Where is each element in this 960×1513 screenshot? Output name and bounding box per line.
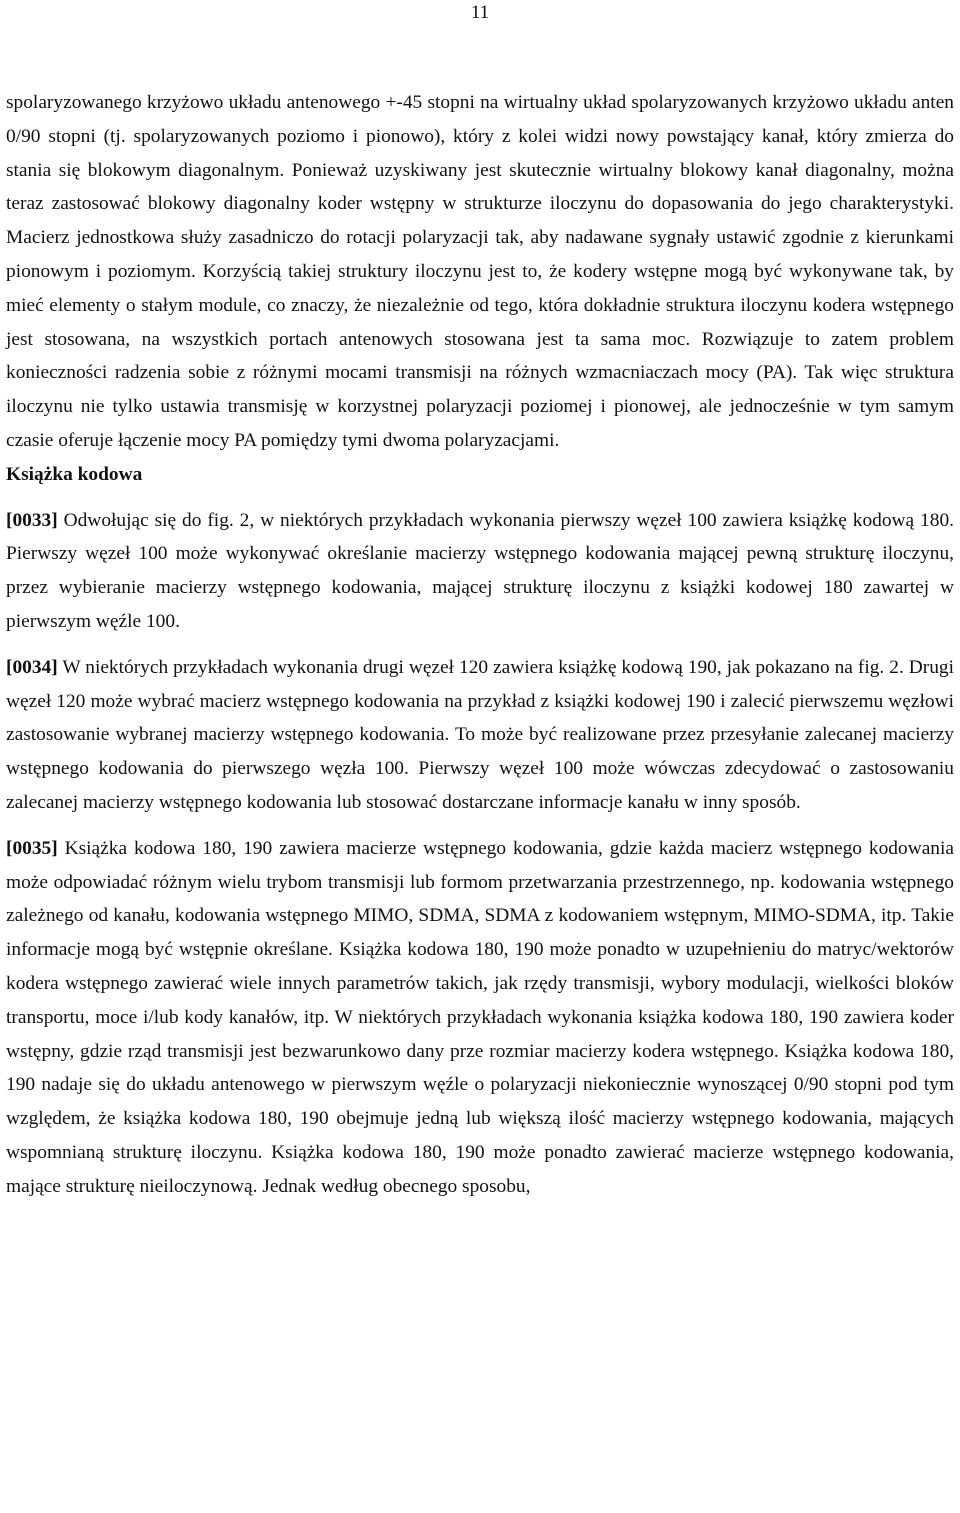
paragraph-text: Odwołując się do fig. 2, w niektórych przykładach wykonania pierwszy węzeł 100 zawiera książkę kodową 180. Pierwszy węzeł 100 może wykonywać określanie macierzy wstępnego kodowania mającej pewną strukturę iloczynu, przez wybieranie macierzy wstępnego kodowania, mającej strukturę iloczynu z książki kodowej 180 zawartej w pierwszym węźle 100. xyxy=(6,509,954,632)
paragraph-0034 xyxy=(6,651,954,820)
page-body xyxy=(6,86,954,1204)
paragraph-0033 xyxy=(6,504,954,639)
paragraph-number: [0033] xyxy=(6,509,58,531)
paragraph-text: W niektórych przykładach wykonania drugi węzeł 120 zawiera książkę kodową 190, jak pokazano na fig. 2. Drugi węzeł 120 może wybrać macierz wstępnego kodowania na przykład z książki kodowej 190 i zalecić pierwszemu węzłowi zastosowanie wybranej macierzy wstępnego kodowania. To może być realizowane przez przesyłanie zalecanej macierzy wstępnego kodowania do pierwszego węzła 100. Pierwszy węzeł 100 może wówczas zdecydować o zastosowaniu zalecanej macierzy wstępnego kodowania lub stosować dostarczane informacje kanału w inny sposób. xyxy=(6,656,954,813)
paragraph-number: [0035] xyxy=(6,837,58,859)
section-heading: Książka kodowa xyxy=(6,463,143,485)
paragraph-text: Książka kodowa 180, 190 zawiera macierze wstępnego kodowania, gdzie każda macierz wstępnego kodowania może odpowiadać różnym wielu trybom transmisji lub formom przetwarzania przestrzennego, np. kodowania wstępnego zależnego od kanału, kodowania wstępnego MIMO, SDMA, SDMA z kodowaniem wstępnym, MIMO-SDMA, itp. Takie informacje mogą być wstępnie określane. Książka kodowa 180, 190 może ponadto w uzupełnieniu do matryc/wektorów kodera wstępnego zawierać wiele innych parametrów takich, jak rzędy transmisji, wybory modulacji, wielkości bloków transportu, moce i/lub kody kanałów, itp. W niektórych przykładach wykonania książka kodowa 180, 190 zawiera koder wstępny, gdzie rząd transmisji jest bezwarunkowo dany prze rozmiar macierzy kodera wstępnego. Książka kodowa 180, 190 nadaje się do układu antenowego w pierwszym węźle o polaryzacji niekoniecznie wynoszącej 0/90 stopni pod tym względem, że książka kodowa 180, 190 obejmuje jedną lub większą ilość macierzy wstępnego kodowania, mających wspomnianą strukturę iloczynu. Książka kodowa 180, 190 może ponadto zawierać macierze wstępnego kodowania, mające strukturę nieiloczynową. Jednak według obecnego sposobu, xyxy=(6,837,954,1197)
page-number: 11 xyxy=(470,2,490,23)
paragraph-0035 xyxy=(6,832,954,1204)
paragraph-number: [0034] xyxy=(6,656,58,678)
intro-paragraph: spolaryzowanego krzyżowo układu antenowego +-45 stopni na wirtualny układ spolaryzowanych krzyżowo układu anten 0/90 stopni (tj. spolaryzowanych poziomo i pionowo), który z kolei widzi nowy powstający kanał, który zmierza do stania się blokowym diagonalnym. Ponieważ uzyskiwany jest skutecznie wirtualny blokowy kanał diagonalny, można teraz zastosować blokowy diagonalny koder wstępny w strukturze iloczynu do dopasowania do jego charakterystyki. Macierz jednostkowa służy zasadniczo do rotacji polaryzacji tak, aby nadawane sygnały ustawić zgodnie z kierunkami pionowym i poziomym. Korzyścią takiej struktury iloczynu jest to, że kodery wstępne mogą być wykonywane tak, by mieć elementy o stałym module, co znaczy, że niezależnie od tego, która dokładnie struktura iloczynu kodera wstępnego jest stosowana, na wszystkich portach antenowych stosowana jest ta sama moc. Rozwiązuje to zatem problem konieczności radzenia sobie z różnymi mocami transmisji na różnych wzmacniaczach mocy (PA). Tak więc struktura iloczynu nie tylko ustawia transmisję w korzystnej polaryzacji poziomej i pionowej, ale jednocześnie w tym samym czasie oferuje łączenie mocy PA pomiędzy tymi dwoma polaryzacjami. xyxy=(6,92,954,451)
